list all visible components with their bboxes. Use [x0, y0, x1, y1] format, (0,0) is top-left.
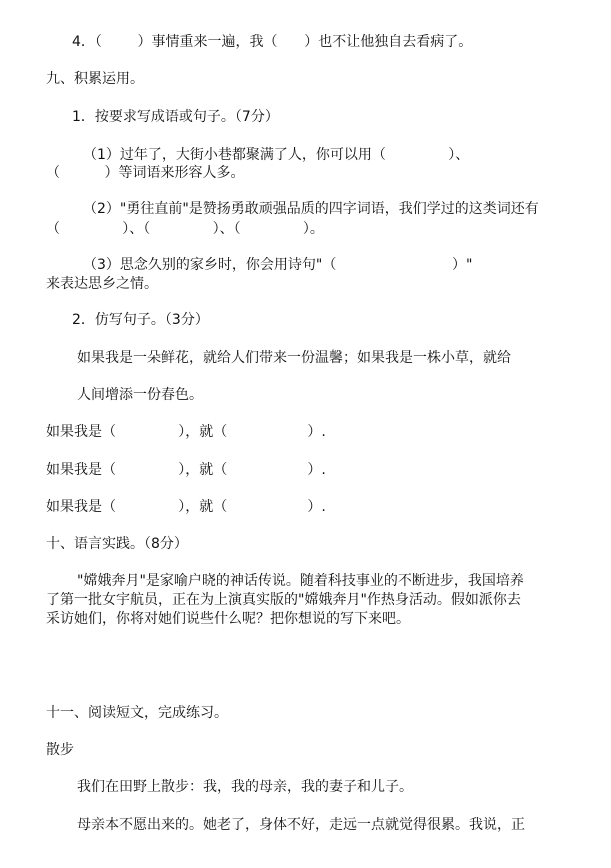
question-1-2-line-a: （2）"勇往直前"是赞扬勇敢顽强品质的四字词语，我们学过的这类词还有	[83, 201, 539, 217]
question-1-heading: 1．按要求写成语或句子。（7分）	[72, 109, 279, 125]
passage-para-2: 母亲本不愿出来的。她老了，身体不好，走远一点就觉得很累。我说，正	[77, 817, 525, 833]
question-1-2-line-b: （ ）、（ ）、（ ）。	[46, 221, 324, 237]
section-10-para-line-a: "嫦娥奔月"是家喻户晓的神话传说。随着科技事业的不断进步，我国培养	[77, 573, 524, 589]
section-10-heading: 十、语言实践。（8分）	[46, 536, 188, 552]
imitation-line-3: 如果我是（ ），就（ ）.	[46, 499, 326, 515]
section-9-heading: 九、积累运用。	[46, 71, 144, 87]
imitation-line-2: 如果我是（ ），就（ ）.	[46, 462, 326, 478]
question-2-heading: 2．仿写句子。（3分）	[72, 312, 209, 328]
question-1-1-line-b: （ ）等词语来形容人多。	[46, 165, 245, 181]
imitation-line-1: 如果我是（ ），就（ ）.	[46, 424, 326, 440]
model-sentence-line-a: 如果我是一朵鲜花，就给人们带来一份温馨；如果我是一株小草，就给	[77, 350, 511, 366]
question-1-1-line-a: （1）过年了，大街小巷都聚满了人，你可以用（ ）、	[83, 147, 470, 163]
question-1-3-line-b: 来表达思乡之情。	[46, 276, 158, 292]
question-1-3-line-a: （3）思念久别的家乡时，你会用诗句"（ ）"	[83, 257, 473, 273]
passage-title: 散步	[46, 742, 74, 758]
section-11-heading: 十一、阅读短文，完成练习。	[46, 705, 228, 721]
question-4-line: 4．（ ）事情重来一遍，我（ ）也不让他独自去看病了。	[72, 34, 473, 50]
section-10-para-line-b: 了第一批女宇航员，正在为上演真实版的"嫦娥奔月"作热身活动。假如派你去	[46, 592, 521, 608]
model-sentence-line-b: 人间增添一份春色。	[77, 387, 203, 403]
section-10-para-line-c: 采访她们，你将对她们说些什么呢？把你想说的写下来吧。	[46, 611, 410, 627]
passage-para-1: 我们在田野上散步：我，我的母亲，我的妻子和儿子。	[77, 779, 413, 795]
